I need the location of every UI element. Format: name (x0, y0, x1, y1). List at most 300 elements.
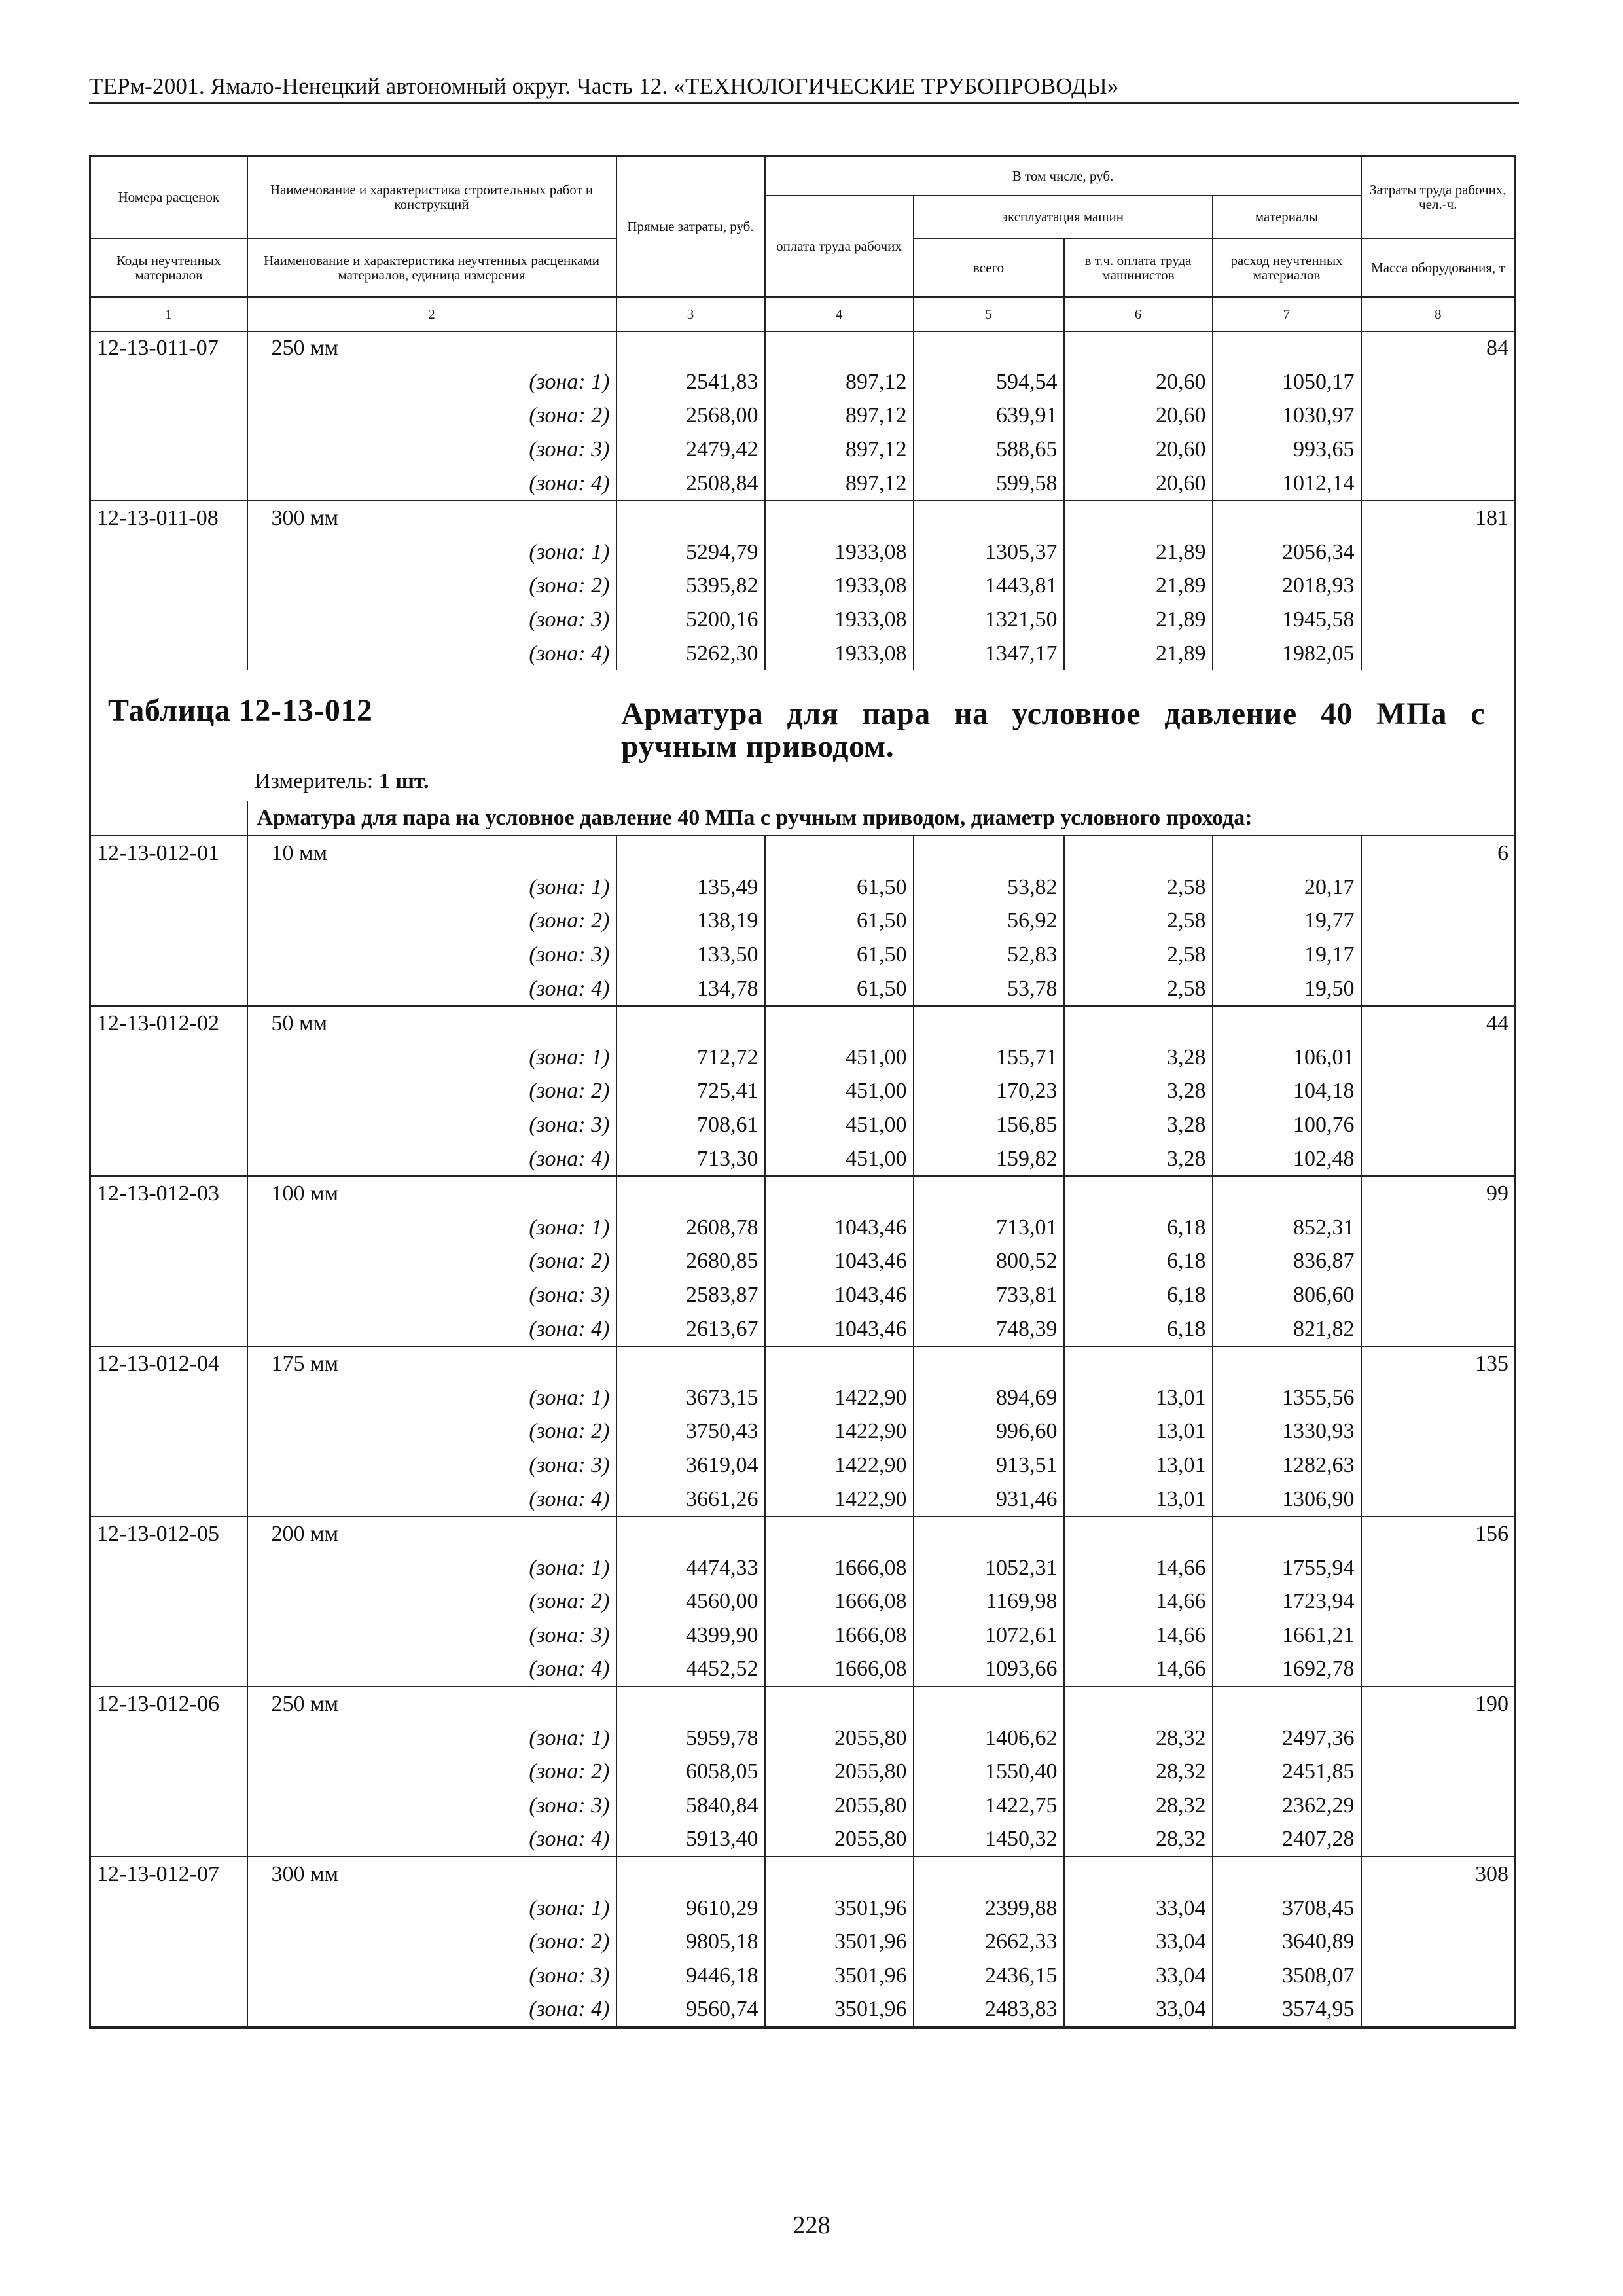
empty-cell (90, 1755, 247, 1789)
empty-cell (90, 1925, 247, 1959)
empty-cell (90, 637, 247, 671)
direct-costs-value: 134,78 (616, 972, 765, 1007)
direct-costs-value: 725,41 (616, 1075, 765, 1109)
machinist-pay-value: 3,28 (1064, 1041, 1213, 1075)
empty-cell (90, 1448, 247, 1482)
empty-cell (90, 1312, 247, 1347)
machines-total-value: 53,78 (914, 972, 1064, 1007)
empty-cell (90, 1619, 247, 1653)
direct-costs-value: 9446,18 (616, 1959, 765, 1993)
zone-row (90, 905, 1516, 939)
machinist-pay-value: 6,18 (1064, 1312, 1213, 1347)
zone-row (90, 1585, 1516, 1619)
zone-label: (зона: 4) (247, 1312, 616, 1347)
direct-costs-value: 712,72 (616, 1041, 765, 1075)
col-labor: Затраты труда рабочих, чел.-ч. (1361, 156, 1516, 238)
item-name: 10 мм (247, 836, 616, 870)
col-machines: эксплуатация машин (914, 196, 1213, 238)
materials-value: 3574,95 (1213, 1993, 1361, 2028)
machinist-pay-value: 6,18 (1064, 1278, 1213, 1312)
machines-total-value: 599,58 (914, 467, 1064, 501)
col-number: 1 (90, 297, 247, 331)
worker-pay-value: 451,00 (765, 1075, 914, 1109)
machinist-pay-value: 2,58 (1064, 905, 1213, 939)
empty-cell (1361, 433, 1516, 467)
materials-value: 1050,17 (1213, 365, 1361, 399)
materials-value: 3640,89 (1213, 1925, 1361, 1959)
labor-value: 135 (1361, 1346, 1516, 1381)
empty-cell (616, 1687, 765, 1721)
zone-label: (зона: 2) (247, 1415, 616, 1449)
machines-total-value: 2399,88 (914, 1892, 1064, 1926)
empty-cell (1361, 1415, 1516, 1449)
table-subheader: Арматура для пара на условное давление 40 МПа с ручным приводом, диаметр условного прохода: (247, 801, 1516, 836)
empty-cell (1213, 331, 1361, 366)
empty-cell (90, 1245, 247, 1279)
empty-cell (1361, 365, 1516, 399)
labor-value: 181 (1361, 501, 1516, 535)
materials-value: 1982,05 (1213, 637, 1361, 671)
zone-label: (зона: 2) (247, 1755, 616, 1789)
empty-cell (1361, 569, 1516, 603)
empty-cell (90, 1551, 247, 1585)
machinist-pay-value: 14,66 (1064, 1585, 1213, 1619)
machinist-pay-value: 20,60 (1064, 399, 1213, 433)
machinist-pay-value: 14,66 (1064, 1653, 1213, 1687)
materials-value: 3508,07 (1213, 1959, 1361, 1993)
empty-cell (914, 1516, 1064, 1551)
rate-code: 12-13-012-01 (90, 836, 247, 870)
worker-pay-value: 1933,08 (765, 637, 914, 671)
materials-value: 1282,63 (1213, 1448, 1361, 1482)
empty-cell (1361, 1312, 1516, 1347)
empty-cell (616, 501, 765, 535)
empty-cell (1361, 1959, 1516, 1993)
table-title: Арматура для пара на условное давление 40 МПа с ручным приводом. (621, 696, 1485, 764)
empty-cell (90, 972, 247, 1007)
direct-costs-value: 2541,83 (616, 365, 765, 399)
empty-cell (1064, 1516, 1213, 1551)
machinist-pay-value: 21,89 (1064, 535, 1213, 569)
empty-cell (1064, 1857, 1213, 1892)
worker-pay-value: 1666,08 (765, 1585, 914, 1619)
zone-row (90, 535, 1516, 569)
rate-code: 12-13-012-06 (90, 1687, 247, 1721)
machinist-pay-value: 3,28 (1064, 1108, 1213, 1142)
machinist-pay-value: 14,66 (1064, 1619, 1213, 1653)
zone-row (90, 1041, 1516, 1075)
machinist-pay-value: 13,01 (1064, 1448, 1213, 1482)
zone-label: (зона: 4) (247, 972, 616, 1007)
materials-value: 1012,14 (1213, 467, 1361, 501)
direct-costs-value: 2508,84 (616, 467, 765, 501)
worker-pay-value: 1043,46 (765, 1278, 914, 1312)
empty-cell (1213, 1346, 1361, 1381)
materials-value: 104,18 (1213, 1075, 1361, 1109)
materials-value: 806,60 (1213, 1278, 1361, 1312)
machinist-pay-value: 2,58 (1064, 972, 1213, 1007)
machines-total-value: 913,51 (914, 1448, 1064, 1482)
machines-total-value: 1052,31 (914, 1551, 1064, 1585)
machinist-pay-value: 21,89 (1064, 637, 1213, 671)
zone-row (90, 637, 1516, 671)
zone-row (90, 1245, 1516, 1279)
machinist-pay-value: 14,66 (1064, 1551, 1213, 1585)
machines-total-value: 1347,17 (914, 637, 1064, 671)
table-row (90, 501, 1516, 535)
materials-value: 19,77 (1213, 905, 1361, 939)
zone-label: (зона: 1) (247, 365, 616, 399)
empty-cell (90, 433, 247, 467)
zone-label: (зона: 3) (247, 433, 616, 467)
zone-row (90, 603, 1516, 637)
materials-value: 2407,28 (1213, 1823, 1361, 1857)
zone-label: (зона: 4) (247, 1482, 616, 1517)
worker-pay-value: 2055,80 (765, 1755, 914, 1789)
machinist-pay-value: 2,58 (1064, 938, 1213, 972)
empty-cell (90, 603, 247, 637)
direct-costs-value: 3750,43 (616, 1415, 765, 1449)
zone-row (90, 1993, 1516, 2028)
machinist-pay-value: 33,04 (1064, 1892, 1213, 1926)
empty-cell (90, 535, 247, 569)
direct-costs-value: 2680,85 (616, 1245, 765, 1279)
worker-pay-value: 1043,46 (765, 1312, 914, 1347)
direct-costs-value: 2608,78 (616, 1211, 765, 1245)
empty-cell (90, 1585, 247, 1619)
empty-cell (1213, 1516, 1361, 1551)
empty-cell (90, 1482, 247, 1517)
direct-costs-value: 3619,04 (616, 1448, 765, 1482)
empty-cell (1361, 1789, 1516, 1823)
materials-value: 100,76 (1213, 1108, 1361, 1142)
col-number: 3 (616, 297, 765, 331)
empty-cell (1361, 467, 1516, 501)
machinist-pay-value: 33,04 (1064, 1993, 1213, 2028)
empty-cell (616, 1346, 765, 1381)
machines-total-value: 639,91 (914, 399, 1064, 433)
empty-cell (1361, 399, 1516, 433)
machinist-pay-value: 28,32 (1064, 1789, 1213, 1823)
zone-label: (зона: 3) (247, 1278, 616, 1312)
labor-value: 156 (1361, 1516, 1516, 1551)
worker-pay-value: 451,00 (765, 1108, 914, 1142)
zone-label: (зона: 3) (247, 1619, 616, 1653)
direct-costs-value: 4474,33 (616, 1551, 765, 1585)
empty-cell (90, 399, 247, 433)
empty-cell (1213, 1176, 1361, 1211)
zone-row (90, 938, 1516, 972)
worker-pay-value: 1933,08 (765, 603, 914, 637)
empty-cell (90, 1789, 247, 1823)
empty-cell (616, 836, 765, 870)
zone-row (90, 1653, 1516, 1687)
materials-value: 1330,93 (1213, 1415, 1361, 1449)
rate-code: 12-13-012-04 (90, 1346, 247, 1381)
machinist-pay-value: 3,28 (1064, 1075, 1213, 1109)
zone-label: (зона: 3) (247, 938, 616, 972)
labor-value: 6 (1361, 836, 1516, 870)
meter (255, 768, 429, 795)
empty-cell (90, 1653, 247, 1687)
zone-row (90, 467, 1516, 501)
materials-value: 3708,45 (1213, 1892, 1361, 1926)
table-row (90, 1857, 1516, 1892)
table-row (90, 1176, 1516, 1211)
rate-code: 12-13-012-02 (90, 1006, 247, 1041)
machinist-pay-value: 2,58 (1064, 870, 1213, 905)
rate-code: 12-13-011-07 (90, 331, 247, 366)
worker-pay-value: 1422,90 (765, 1381, 914, 1415)
zone-label: (зона: 1) (247, 1551, 616, 1585)
machines-total-value: 52,83 (914, 938, 1064, 972)
direct-costs-value: 9805,18 (616, 1925, 765, 1959)
direct-costs-value: 2613,67 (616, 1312, 765, 1347)
direct-costs-value: 9560,74 (616, 1993, 765, 2028)
item-name: 250 мм (247, 331, 616, 366)
materials-value: 20,17 (1213, 870, 1361, 905)
zone-label: (зона: 1) (247, 1721, 616, 1755)
empty-cell (616, 1857, 765, 1892)
worker-pay-value: 1933,08 (765, 569, 914, 603)
zone-row (90, 1142, 1516, 1177)
empty-cell (1064, 501, 1213, 535)
direct-costs-value: 5200,16 (616, 603, 765, 637)
zone-label: (зона: 4) (247, 1142, 616, 1177)
direct-costs-value: 3673,15 (616, 1381, 765, 1415)
col-number: 4 (765, 297, 914, 331)
zone-label: (зона: 1) (247, 1381, 616, 1415)
rates-body-before (90, 331, 1516, 671)
zone-row (90, 1619, 1516, 1653)
materials-value: 1723,94 (1213, 1585, 1361, 1619)
empty-cell (1064, 1006, 1213, 1041)
empty-cell (90, 467, 247, 501)
machinist-pay-value: 28,32 (1064, 1721, 1213, 1755)
zone-row (90, 1415, 1516, 1449)
empty-cell (90, 1278, 247, 1312)
empty-cell (1361, 972, 1516, 1007)
zone-label: (зона: 3) (247, 603, 616, 637)
empty-cell (1361, 938, 1516, 972)
machinist-pay-value: 20,60 (1064, 467, 1213, 501)
direct-costs-value: 3661,26 (616, 1482, 765, 1517)
col-work-name: Наименование и характеристика строительных работ и конструкций (247, 156, 616, 238)
col-number: 6 (1064, 297, 1213, 331)
direct-costs-value: 2568,00 (616, 399, 765, 433)
direct-costs-value: 4560,00 (616, 1585, 765, 1619)
zone-row (90, 972, 1516, 1007)
empty-cell (1361, 1041, 1516, 1075)
worker-pay-value: 1933,08 (765, 535, 914, 569)
direct-costs-value: 9610,29 (616, 1892, 765, 1926)
zone-label: (зона: 1) (247, 870, 616, 905)
machines-total-value: 588,65 (914, 433, 1064, 467)
machinist-pay-value: 20,60 (1064, 365, 1213, 399)
empty-cell (90, 1075, 247, 1109)
direct-costs-value: 2583,87 (616, 1278, 765, 1312)
zone-row (90, 1925, 1516, 1959)
empty-cell (1361, 1653, 1516, 1687)
col-including: В том числе, руб. (765, 156, 1361, 196)
subheader-spacer (90, 801, 247, 836)
zone-row (90, 1108, 1516, 1142)
item-name: 100 мм (247, 1176, 616, 1211)
machines-total-value: 1169,98 (914, 1585, 1064, 1619)
col-material-name: Наименование и характеристика неучтенных расценками материалов, единица измерения (247, 238, 616, 297)
item-name: 250 мм (247, 1687, 616, 1721)
empty-cell (1213, 836, 1361, 870)
worker-pay-value: 3501,96 (765, 1959, 914, 1993)
labor-value: 44 (1361, 1006, 1516, 1041)
worker-pay-value: 1666,08 (765, 1653, 914, 1687)
materials-value: 2451,85 (1213, 1755, 1361, 1789)
empty-cell (1361, 1993, 1516, 2028)
empty-cell (90, 938, 247, 972)
zone-row (90, 1959, 1516, 1993)
direct-costs-value: 5262,30 (616, 637, 765, 671)
materials-value: 821,82 (1213, 1312, 1361, 1347)
zone-row (90, 399, 1516, 433)
zone-row (90, 870, 1516, 905)
zone-label: (зона: 2) (247, 1925, 616, 1959)
empty-cell (1361, 1892, 1516, 1926)
col-rate-numbers: Номера расценок (90, 156, 247, 238)
materials-value: 1030,97 (1213, 399, 1361, 433)
materials-value: 1306,90 (1213, 1482, 1361, 1517)
zone-row (90, 433, 1516, 467)
zone-row (90, 1211, 1516, 1245)
worker-pay-value: 3501,96 (765, 1993, 914, 2028)
zone-label: (зона: 4) (247, 467, 616, 501)
empty-cell (1064, 1176, 1213, 1211)
empty-cell (1361, 1585, 1516, 1619)
empty-cell (616, 331, 765, 366)
empty-cell (1361, 1619, 1516, 1653)
direct-costs-value: 6058,05 (616, 1755, 765, 1789)
zone-label: (зона: 1) (247, 1211, 616, 1245)
worker-pay-value: 897,12 (765, 399, 914, 433)
empty-cell (1213, 1687, 1361, 1721)
machines-total-value: 2436,15 (914, 1959, 1064, 1993)
zone-row (90, 1551, 1516, 1585)
empty-cell (90, 1721, 247, 1755)
empty-cell (765, 1006, 914, 1041)
machines-total-value: 2483,83 (914, 1993, 1064, 2028)
zone-label: (зона: 3) (247, 1448, 616, 1482)
col-number: 2 (247, 297, 616, 331)
machines-total-value: 1422,75 (914, 1789, 1064, 1823)
empty-cell (1361, 1108, 1516, 1142)
empty-cell (90, 1415, 247, 1449)
machinist-pay-value: 13,01 (1064, 1415, 1213, 1449)
worker-pay-value: 61,50 (765, 870, 914, 905)
machinist-pay-value: 3,28 (1064, 1142, 1213, 1177)
machines-total-value: 713,01 (914, 1211, 1064, 1245)
machines-total-value: 1450,32 (914, 1823, 1064, 1857)
zone-label: (зона: 4) (247, 1823, 616, 1857)
rate-code: 12-13-011-08 (90, 501, 247, 535)
rates-table (89, 155, 1516, 2029)
empty-cell (90, 1211, 247, 1245)
col-materials-use: расход неучтенных материалов (1213, 238, 1361, 297)
machinist-pay-value: 13,01 (1064, 1482, 1213, 1517)
empty-cell (1064, 1687, 1213, 1721)
empty-cell (1064, 331, 1213, 366)
empty-cell (90, 1041, 247, 1075)
empty-cell (1064, 1346, 1213, 1381)
empty-cell (914, 1687, 1064, 1721)
empty-cell (1361, 1142, 1516, 1177)
empty-cell (1361, 905, 1516, 939)
zone-row (90, 1789, 1516, 1823)
machines-total-value: 748,39 (914, 1312, 1064, 1347)
rates-body-after (90, 836, 1516, 2028)
table-row (90, 1516, 1516, 1551)
empty-cell (914, 1006, 1064, 1041)
empty-cell (1361, 1925, 1516, 1959)
worker-pay-value: 451,00 (765, 1142, 914, 1177)
table-title-cell (90, 670, 1516, 801)
table-row (90, 331, 1516, 366)
materials-value: 102,48 (1213, 1142, 1361, 1177)
empty-cell (90, 1823, 247, 1857)
direct-costs-value: 5395,82 (616, 569, 765, 603)
empty-cell (1213, 501, 1361, 535)
direct-costs-value: 5959,78 (616, 1721, 765, 1755)
empty-cell (90, 905, 247, 939)
col-number: 5 (914, 297, 1064, 331)
machines-total-value: 1443,81 (914, 569, 1064, 603)
zone-label: (зона: 3) (247, 1108, 616, 1142)
table-row (90, 1346, 1516, 1381)
worker-pay-value: 2055,80 (765, 1789, 914, 1823)
empty-cell (1361, 1075, 1516, 1109)
machines-total-value: 594,54 (914, 365, 1064, 399)
zone-row (90, 1278, 1516, 1312)
item-name: 200 мм (247, 1516, 616, 1551)
empty-cell (914, 1176, 1064, 1211)
materials-value: 19,17 (1213, 938, 1361, 972)
empty-cell (914, 836, 1064, 870)
zone-row (90, 1381, 1516, 1415)
machinist-pay-value: 33,04 (1064, 1925, 1213, 1959)
empty-cell (1361, 1245, 1516, 1279)
empty-cell (1064, 836, 1213, 870)
table-row (90, 1687, 1516, 1721)
empty-cell (90, 365, 247, 399)
zone-label: (зона: 2) (247, 1075, 616, 1109)
machines-total-value: 1093,66 (914, 1653, 1064, 1687)
col-materials: материалы (1213, 196, 1361, 238)
item-name: 300 мм (247, 1857, 616, 1892)
labor-value: 99 (1361, 1176, 1516, 1211)
machinist-pay-value: 13,01 (1064, 1381, 1213, 1415)
zone-row (90, 1075, 1516, 1109)
meter-value: 1 шт. (378, 769, 429, 794)
col-mass: Масса оборудования, т (1361, 238, 1516, 297)
zone-row (90, 569, 1516, 603)
materials-value: 1692,78 (1213, 1653, 1361, 1687)
materials-value: 852,31 (1213, 1211, 1361, 1245)
machines-total-value: 155,71 (914, 1041, 1064, 1075)
col-machines-total: всего (914, 238, 1064, 297)
empty-cell (914, 1857, 1064, 1892)
machinist-pay-value: 21,89 (1064, 569, 1213, 603)
machinist-pay-value: 33,04 (1064, 1959, 1213, 1993)
empty-cell (1361, 1755, 1516, 1789)
empty-cell (1213, 1857, 1361, 1892)
